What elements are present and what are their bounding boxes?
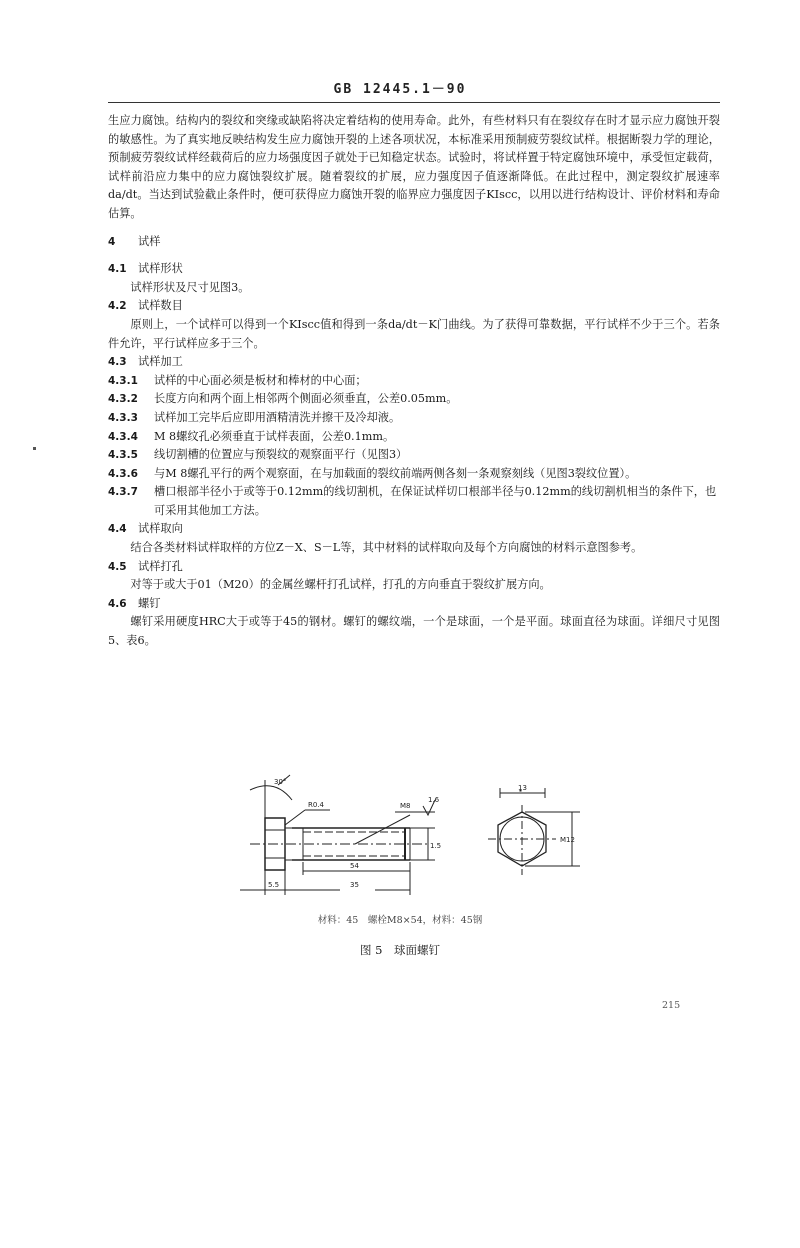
section-4: 4 试样 [108,234,161,248]
intro-paragraph: 生应力腐蚀。结构内的裂纹和突缘或缺陷将决定着结构的使用寿命。此外，有些材料只有在裂纹存在时才显示应力腐蚀开裂的敏感性。为了真实地反映结构发生应力腐蚀开裂的上述各项状况，本标准采用预制疲劳裂纹试样。根据断裂力学的理论，预制疲劳裂纹试样经载荷后的应力场强度因子就处于已知稳定状态。试验时，将试样置于特定腐蚀环境中，承受恒定载荷，试样前沿应力集中的应力腐蚀裂纹扩展。随着裂纹的扩展，应力强度因子值逐渐降低。在此过程中，测定裂纹扩展速率da/dt。当达到试验截止条件时，便可获得应力腐蚀开裂的临界应力强度因子KIscc，以用以进行结构设计、评价材料和寿命估算。 [108,114,720,220]
header-rule [108,102,720,103]
standard-code-header: GB 12445.1－90 [333,82,467,97]
section-4-4-text: 结合各类材料试样取样的方位Z－X、S－L等，其中材料的试样取向及每个方向腐蚀的材料示意图参考。 [130,541,643,555]
body-text [108,112,720,651]
section-4-3-2: 4.3.2 长度方向和两个面上相邻两个侧面必须垂直，公差0.05mm。 [108,392,458,406]
section-4-2-text: 原则上，一个试样可以得到一个KIscc值和得到一条da/dt－K门曲线。为了获得可靠数据，平行试样不少于三个。若条件允许，平行试样应多于三个。 [108,317,720,350]
section-4-5-text: 对等于或大于01（M20）的金属丝螺杆打孔试样，打孔的方向垂直于裂纹扩展方向。 [130,578,551,592]
label-hex-height: M12 [560,836,575,844]
section-4-1-text: 试样形状及尺寸见图3。 [130,280,250,294]
label-length-total: 54 [350,862,359,870]
label-thread: M8 [400,802,411,810]
section-4-6-heading: 4.6 螺钉 [108,596,161,610]
label-hex-width: 13 [518,784,527,792]
label-head-height: 5.5 [268,881,280,889]
section-4-3-heading: 4.3 试样加工 [108,355,183,369]
label-surface-finish: 1.6 [428,796,440,804]
label-length-thread: 35 [350,881,359,889]
page-number: 215 [662,1000,681,1011]
screw-technical-drawing [230,770,610,910]
section-4-1-heading: 4.1 试样形状 [108,262,183,276]
section-4-3-4: 4.3.4 M 8螺纹孔必须垂直于试样表面，公差0.1mm。 [108,429,395,443]
label-angle: 30° [274,778,287,786]
section-4-3-6: 4.3.6 与M 8螺孔平行的两个观察面，在与加载面的裂纹前端两侧各刻一条观察刻线（见图3裂纹位置）。 [108,466,637,480]
section-4-3-7: 4.3.7 槽口根部半径小于或等于0.12mm的线切割机，在保证试样切口根部半径与0.12mm的线切割机相当的条件下，也可采用其他加工方法。 [108,485,717,517]
section-4-6-text: 螺钉采用硬度HRC大于或等于45的钢材。螺钉的螺纹端，一个是球面，一个是平面。球面直径为球面。详细尺寸见图5、表6。 [108,615,720,648]
section-4-3-5: 4.3.5 线切割槽的位置应与预裂纹的观察面平行（见图3） [108,448,408,462]
section-4-5-heading: 4.5 试样打孔 [108,559,183,573]
figure-caption: 图 5 球面螺钉 [360,943,440,957]
label-radius: R0.4 [308,801,324,809]
figure-note: 材料：45 螺栓M8×54，材料：45钢 [317,915,483,926]
section-4-3-1: 4.3.1 试样的中心面必须是板材和棒材的中心面； [108,373,367,387]
section-4-4-heading: 4.4 试样取向 [108,522,183,536]
scan-speck [33,447,36,450]
section-4-2-heading: 4.2 试样数目 [108,299,183,313]
section-4-3-3: 4.3.3 试样加工完毕后应即用酒精清洗并擦干及冷却液。 [108,410,401,424]
label-small-dim: 1.5 [430,842,442,850]
